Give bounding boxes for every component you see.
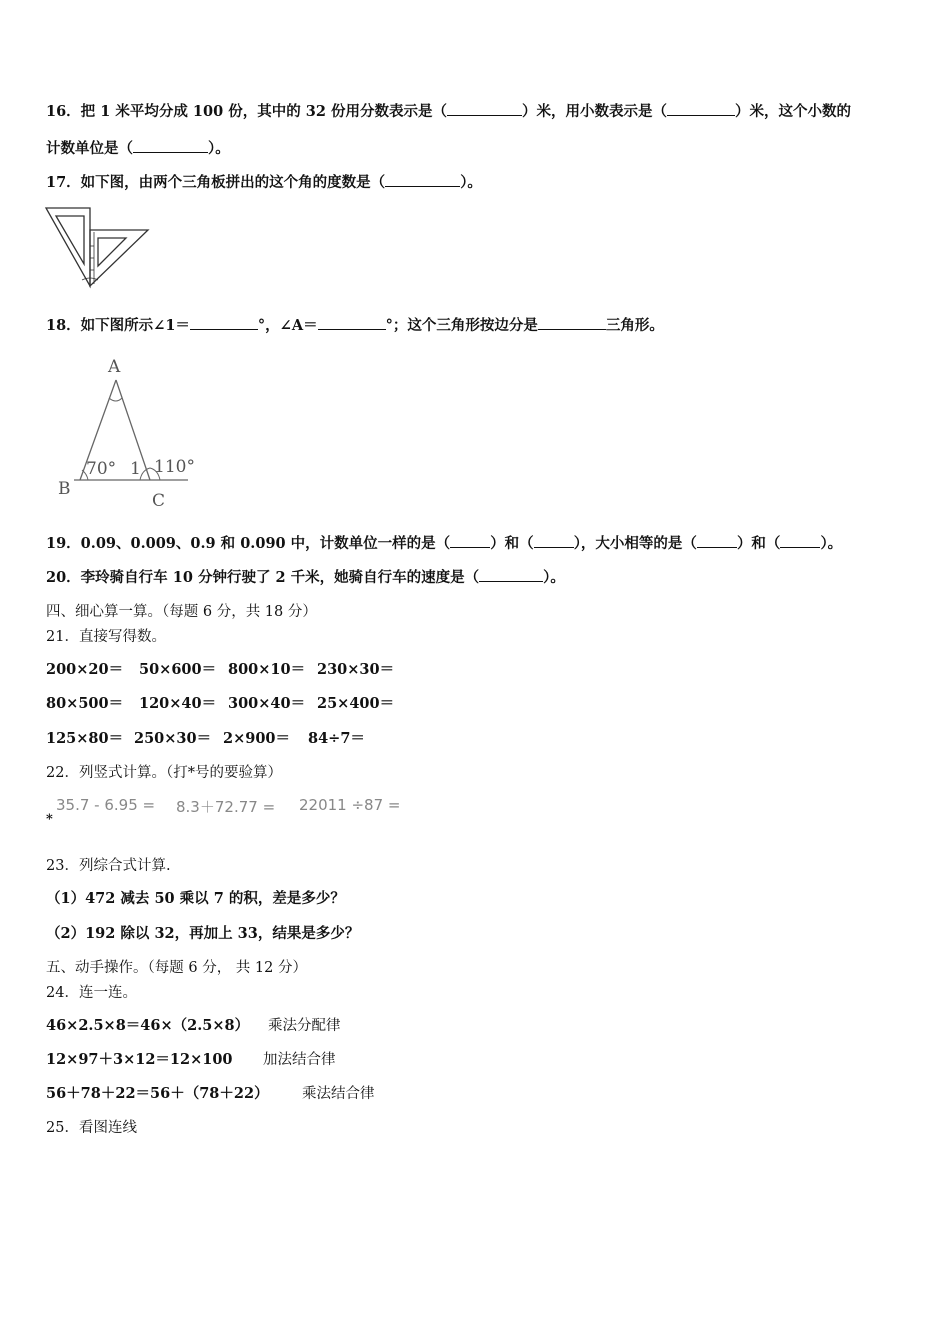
angle-b-label: 70° [86, 459, 117, 479]
q24-left-item[interactable]: 56＋78＋22＝56＋（78＋22） [46, 1085, 269, 1102]
q22-item-3: 22011 ÷87 = [299, 796, 401, 814]
q24-left-item[interactable]: 46×2.5×8＝46×（2.5×8） [46, 1017, 250, 1034]
verify-star: * [46, 812, 53, 827]
section-5-title: 五、动手操作。（每题 6 分， 共 12 分） [46, 960, 307, 976]
q21-item: 125×80＝ [46, 730, 124, 747]
answer-blank[interactable] [534, 534, 574, 548]
q17-line: 17．如下图，由两个三角板拼出的这个角的度数是（ ）。 [46, 174, 482, 191]
q18-line: 18．如下图所示∠1＝ °，∠A＝ °；这个三角形按边分是 三角形。 [46, 317, 664, 334]
q21-item: 230×30＝ [317, 661, 395, 678]
q24-title: 24．连一连。 [46, 985, 137, 1001]
q21-item: 25×400＝ [317, 695, 395, 712]
answer-blank[interactable] [538, 316, 606, 330]
answer-blank[interactable] [447, 102, 522, 116]
q22-title: 22．列竖式计算。（打*号的要验算） [46, 765, 282, 781]
q21-item: 300×40＝ [228, 695, 306, 712]
q21-item: 200×20＝ [46, 661, 124, 678]
q23-part-1: （1）472 减去 50 乘以 7 的积，差是多少？ [46, 890, 345, 907]
q24-right-item[interactable]: 乘法结合律 [302, 1086, 375, 1102]
q22-item-2: 8.3＋72.77 = [176, 798, 276, 816]
q19-line: 19．0.09、0.009、0.9 和 0.090 中，计数单位一样的是（ ）和（ ），大小相等的是（ ）和（ ）。 [46, 535, 843, 552]
answer-blank[interactable] [780, 534, 820, 548]
label-b: B [58, 479, 71, 499]
triangle-figure [52, 352, 195, 512]
answer-blank[interactable] [133, 139, 208, 153]
angle-ext-label: 110° [154, 457, 195, 477]
q22-item-1: 35.7 - 6.95 = [56, 796, 156, 814]
section-4-title: 四、细心算一算。（每题 6 分，共 18 分） [46, 604, 317, 620]
q16-line1: 16．把 1 米平均分成 100 份，其中的 32 份用分数表示是（ ）米，用小数表示是（ ）米，这个小数的 [46, 103, 851, 120]
q24-right-item[interactable]: 乘法分配律 [268, 1018, 341, 1034]
q25-title: 25．看图连线 [46, 1120, 137, 1136]
q21-item: 80×500＝ [46, 695, 124, 712]
answer-blank[interactable] [479, 568, 543, 582]
q24-left-item[interactable]: 12×97＋3×12＝12×100 [46, 1051, 233, 1068]
q21-title: 21．直接写得数。 [46, 629, 166, 645]
answer-blank[interactable] [318, 316, 386, 330]
answer-blank[interactable] [190, 316, 258, 330]
q24-right-item[interactable]: 加法结合律 [263, 1052, 336, 1068]
answer-blank[interactable] [385, 173, 460, 187]
q16-line2: 计数单位是（ ）。 [46, 140, 230, 157]
q21-item: 250×30＝ [134, 730, 212, 747]
q23-title: 23．列综合式计算. [46, 858, 171, 874]
q23-part-2: （2）192 除以 32，再加上 33，结果是多少？ [46, 925, 360, 942]
label-c: C [152, 491, 166, 511]
q21-item: 2×900＝ [223, 730, 291, 747]
answer-blank[interactable] [450, 534, 490, 548]
q21-item: 84÷7＝ [308, 730, 365, 747]
label-a: A [108, 357, 121, 377]
set-square-large-inner [56, 216, 84, 264]
q21-item: 50×600＝ [139, 661, 217, 678]
answer-blank[interactable] [697, 534, 737, 548]
set-square-small-inner [98, 238, 126, 266]
q20-line: 20．李玲骑自行车 10 分钟行驶了 2 千米，她骑自行车的速度是（ ）。 [46, 569, 565, 586]
q21-item: 120×40＝ [139, 695, 217, 712]
q21-item: 800×10＝ [228, 661, 306, 678]
set-squares-figure [44, 206, 150, 290]
angle-1-label: 1 [130, 459, 141, 479]
answer-blank[interactable] [667, 102, 735, 116]
